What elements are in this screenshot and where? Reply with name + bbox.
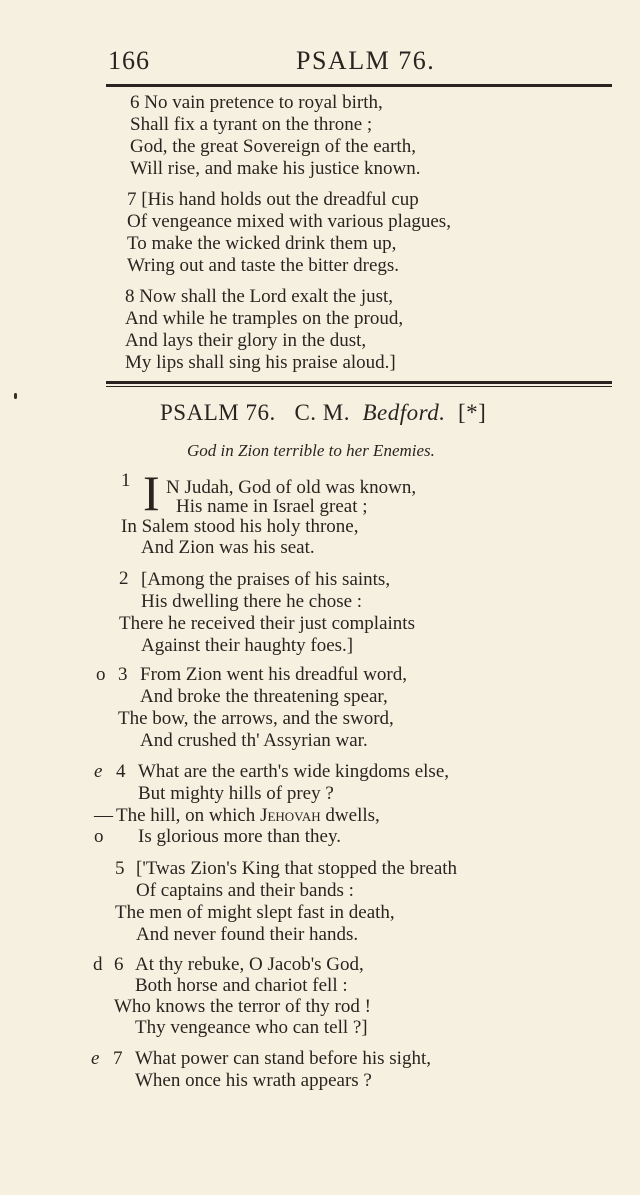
verse-line: His dwelling there he chose : <box>141 591 363 612</box>
verse-line: And Zion was his seat. <box>141 537 315 558</box>
psalm-heading <box>160 400 486 426</box>
stanza-number: 1 <box>121 470 131 491</box>
verse-line: In Salem stood his holy throne, <box>121 516 359 537</box>
verse-line: And broke the threatening spear, <box>140 686 388 707</box>
psalm-meter: C. M. <box>294 400 350 425</box>
verse-line: 7 [His hand holds out the dreadful cup <box>127 189 419 210</box>
dynamic-mark: o <box>94 826 104 847</box>
verse-line: Wring out and taste the bitter dregs. <box>127 255 400 276</box>
verse-line: 6 No vain pretence to royal birth, <box>130 92 383 113</box>
dynamic-mark: e <box>91 1048 100 1069</box>
verse-line <box>116 805 380 826</box>
verse-line: There he received their just complaints <box>119 613 415 634</box>
verse-line: ['Twas Zion's King that stopped the breath <box>136 858 458 879</box>
verse-line: When once his wrath appears ? <box>135 1070 372 1091</box>
dynamic-mark: — <box>94 805 113 826</box>
verse-line: At thy rebuke, O Jacob's God, <box>135 954 364 975</box>
verse-line: Of vengeance mixed with various plagues, <box>127 211 451 232</box>
ink-speck <box>14 393 17 399</box>
verse-line: Thy vengeance who can tell ?] <box>135 1017 368 1038</box>
dynamic-mark: d <box>93 954 103 975</box>
dynamic-mark: o <box>96 664 106 685</box>
psalm-title: PSALM 76. <box>160 400 276 425</box>
verse-line: Against their haughty foes.] <box>141 635 354 656</box>
verse-line: His name in Israel great ; <box>176 496 368 517</box>
verse-line: But mighty hills of prey ? <box>138 783 334 804</box>
verse-line: From Zion went his dreadful word, <box>140 664 408 685</box>
header-rule <box>106 84 612 87</box>
verse-line: My lips shall sing his praise aloud.] <box>125 352 396 373</box>
verse-line: And crushed th' Assyrian war. <box>140 730 368 751</box>
verse-line: Who knows the terror of thy rod ! <box>114 996 371 1017</box>
section-rule <box>106 381 612 384</box>
psalm-mark: [*] <box>458 400 487 425</box>
page-number: 166 <box>108 46 150 75</box>
verse-line: And lays their glory in the dust, <box>125 330 367 351</box>
section-rule-thin <box>106 386 612 387</box>
verse-line: What are the earth's wide kingdoms else, <box>138 761 450 782</box>
verse-line: Is glorious more than they. <box>138 826 341 847</box>
drop-cap: I <box>143 465 160 521</box>
verse-line: God, the great Sovereign of the earth, <box>130 136 416 157</box>
stanza-number: 3 <box>118 664 128 685</box>
page-header <box>0 46 640 80</box>
verse-line: And never found their hands. <box>136 924 359 945</box>
verse-line: Of captains and their bands : <box>136 880 354 901</box>
verse-line: Shall fix a tyrant on the throne ; <box>130 114 373 135</box>
verse-line-text: The hill, on which <box>116 805 256 826</box>
verse-line: To make the wicked drink them up, <box>127 233 397 254</box>
verse-line: What power can stand before his sight, <box>135 1048 431 1069</box>
psalm-subtitle: God in Zion terrible to her Enemies. <box>187 441 435 460</box>
verse-line: N Judah, God of old was known, <box>166 477 417 498</box>
verse-line: The bow, the arrows, and the sword, <box>118 708 394 729</box>
verse-line: [Among the praises of his saints, <box>141 569 391 590</box>
verse-line: And while he tramples on the proud, <box>125 308 404 329</box>
stanza-number: 7 <box>113 1048 123 1069</box>
verse-line: The men of might slept fast in death, <box>115 902 395 923</box>
dynamic-mark: e <box>94 761 103 782</box>
verse-line-end: dwells, <box>325 805 380 826</box>
verse-line: Will rise, and make his justice known. <box>130 158 421 179</box>
stanza-number: 2 <box>119 568 129 589</box>
stanza-number: 5 <box>115 858 125 879</box>
verse-line: Both horse and chariot fell : <box>135 975 348 996</box>
verse-line: 8 Now shall the Lord exalt the just, <box>125 286 394 307</box>
divine-name: Jehovah <box>260 805 321 826</box>
running-title: PSALM 76. <box>296 46 436 75</box>
psalm-tune: Bedford. <box>362 400 446 425</box>
stanza-number: 4 <box>116 761 126 782</box>
stanza-number: 6 <box>114 954 124 975</box>
